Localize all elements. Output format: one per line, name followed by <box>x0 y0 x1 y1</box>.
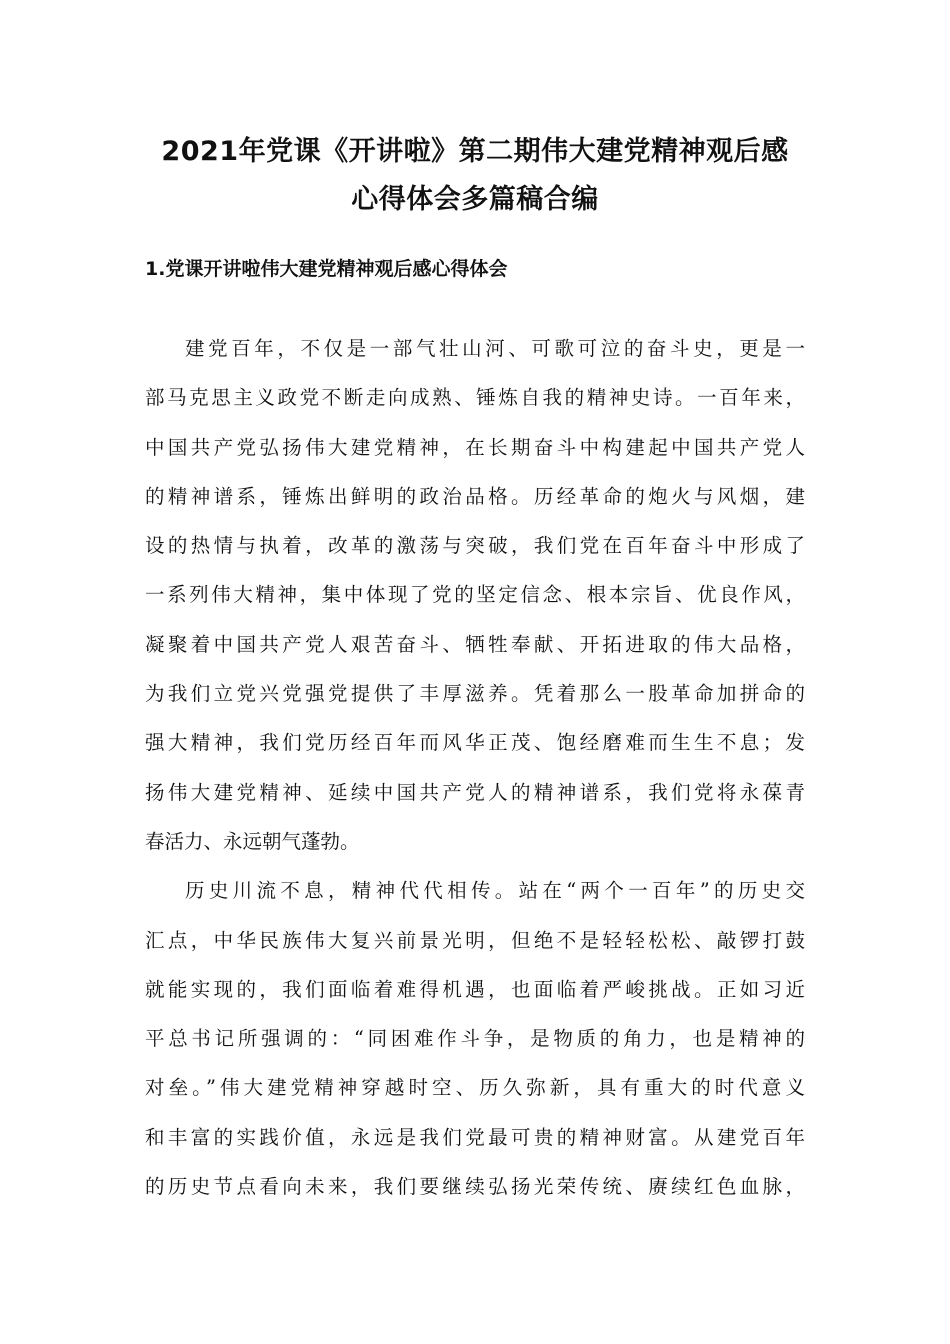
paragraph-line: 历史川流不息，精神代代相传。站在“两个一百年”的历史交 <box>185 879 805 903</box>
title-line-2: 心得体会多篇稿合编 <box>351 184 599 215</box>
body-text <box>145 324 805 1211</box>
paragraph-line: 的历史节点看向未来，我们要继续弘扬光荣传统、赓续红色血脉， <box>145 1175 805 1199</box>
section-heading: 1.党课开讲啦伟大建党精神观后感心得体会 <box>145 258 508 280</box>
paragraph-line: 就能实现的，我们面临着难得机遇，也面临着严峻挑战。正如习近 <box>145 977 805 1001</box>
document-title <box>145 128 805 224</box>
paragraph-line: 汇点，中华民族伟大复兴前景光明，但绝不是轻轻松松、敲锣打鼓 <box>145 928 805 952</box>
paragraph-line: 春活力、永远朝气蓬勃。 <box>145 829 360 853</box>
paragraph-line: 中国共产党弘扬伟大建党精神，在长期奋斗中构建起中国共产党人 <box>145 435 805 459</box>
paragraph-1 <box>145 324 805 866</box>
paragraph-line: 部马克思主义政党不断走向成熟、锤炼自我的精神史诗。一百年来， <box>145 386 805 410</box>
paragraph-2 <box>145 866 805 1211</box>
paragraph-line: 一系列伟大精神，集中体现了党的坚定信念、根本宗旨、优良作风， <box>145 583 805 607</box>
paragraph-line: 和丰富的实践价值，永远是我们党最可贵的精神财富。从建党百年 <box>145 1125 805 1149</box>
paragraph-line: 设的热情与执着，改革的激荡与突破，我们党在百年奋斗中形成了 <box>145 534 805 558</box>
paragraph-line: 为我们立党兴党强党提供了丰厚滋养。凭着那么一股革命加拼命的 <box>145 682 805 706</box>
paragraph-line: 平总书记所强调的：“同困难作斗争，是物质的角力，也是精神的 <box>145 1027 805 1051</box>
paragraph-line: 凝聚着中国共产党人艰苦奋斗、牺牲奉献、开拓进取的伟大品格， <box>145 632 805 656</box>
paragraph-line: 扬伟大建党精神、延续中国共产党人的精神谱系，我们党将永葆青 <box>145 780 805 804</box>
title-line-1: 2021年党课《开讲啦》第二期伟大建党精神观后感 <box>161 136 789 167</box>
paragraph-line: 的精神谱系，锤炼出鲜明的政治品格。历经革命的炮火与风烟，建 <box>145 484 805 508</box>
paragraph-line: 建党百年，不仅是一部气壮山河、可歌可泣的奋斗史，更是一 <box>185 337 805 360</box>
paragraph-line: 强大精神，我们党历经百年而风华正茂、饱经磨难而生生不息；发 <box>145 731 805 755</box>
paragraph-line: 对垒。”伟大建党精神穿越时空、历久弥新，具有重大的时代意义 <box>145 1076 805 1100</box>
